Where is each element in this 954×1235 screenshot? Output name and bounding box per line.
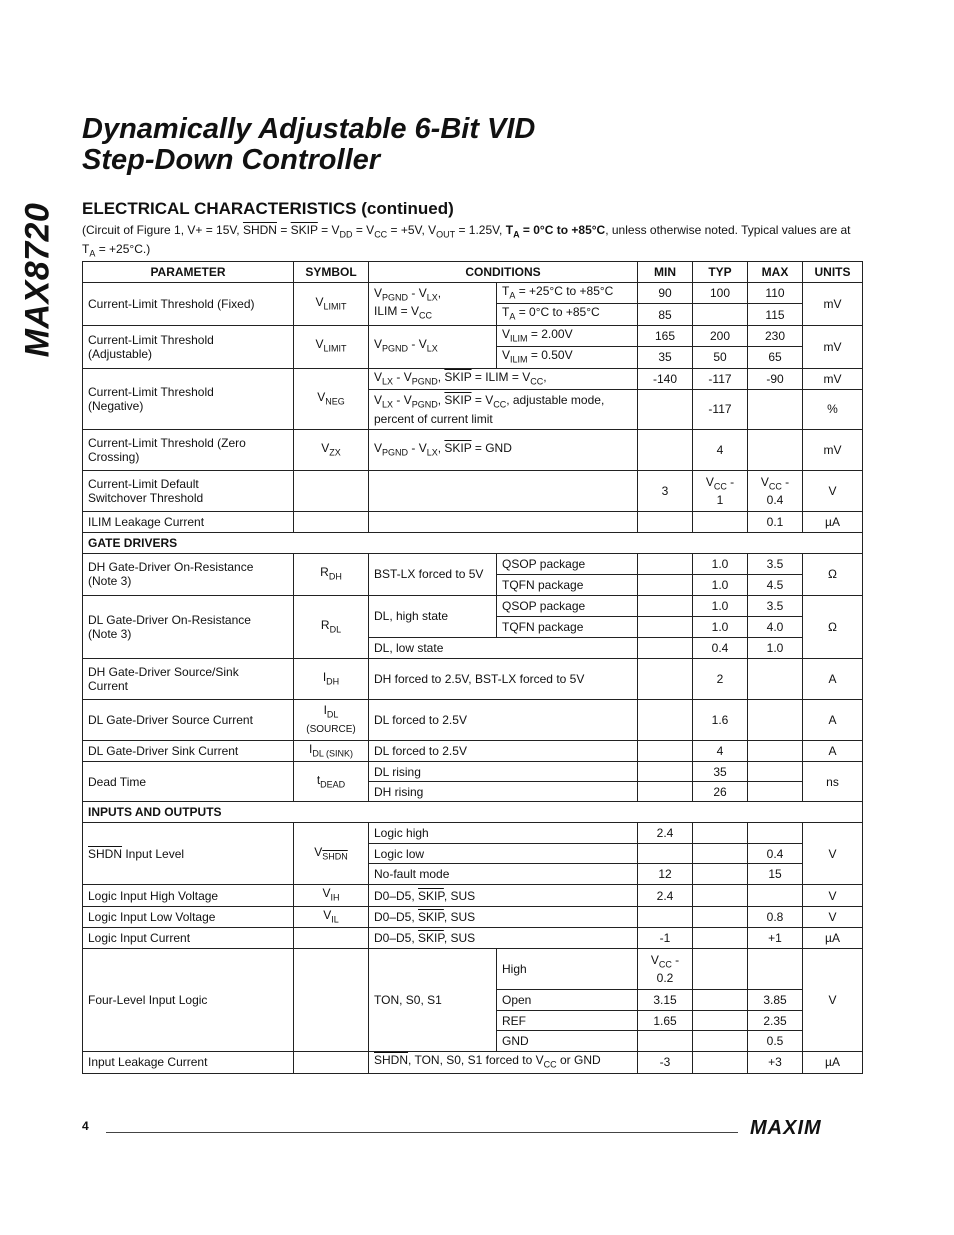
typ-cell: 35	[693, 762, 748, 782]
min-cell: 3	[638, 470, 693, 511]
typ-cell	[693, 990, 748, 1011]
max-cell: +1	[748, 928, 803, 949]
max-cell	[748, 429, 803, 470]
max-cell: 3.5	[748, 553, 803, 574]
header-parameter: PARAMETER	[83, 262, 294, 283]
typ-cell: 200	[693, 325, 748, 346]
symbol-cell: $V_{IH}$	[294, 885, 369, 906]
param-cell: Logic Input Current	[83, 928, 294, 949]
condition-cell: Logic low	[369, 844, 638, 864]
table-row	[83, 762, 863, 782]
typ-cell	[693, 1031, 748, 1052]
sub-condition-cell: REF	[497, 1011, 638, 1031]
typ-cell: 1.0	[693, 616, 748, 637]
param-cell: Current-Limit Threshold (Adjustable)	[83, 325, 294, 368]
symbol-cell: $R_{DL}$	[294, 595, 369, 658]
max-cell: 115	[748, 304, 803, 325]
condition-cell: D0–D5, SKIP, SUS	[369, 906, 638, 927]
table-row	[83, 699, 863, 740]
max-cell: 1.0	[748, 637, 803, 658]
typ-cell: -117	[693, 389, 748, 429]
min-cell	[638, 429, 693, 470]
typ-cell: 1.0	[693, 595, 748, 616]
max-cell	[748, 658, 803, 699]
symbol-cell: $V_{ZX}$	[294, 429, 369, 470]
condition-cell: D0–D5, SKIP, SUS	[369, 885, 638, 906]
page-number: 4	[82, 1119, 89, 1133]
condition-cell: TON, S0, S1	[369, 949, 497, 1052]
min-cell	[638, 906, 693, 927]
table-row	[83, 429, 863, 470]
max-cell: 0.4	[748, 844, 803, 864]
min-cell: -1	[638, 928, 693, 949]
max-cell	[748, 762, 803, 782]
sub-condition-cell: $T_A = +25^\circ C$ to +85°C	[497, 283, 638, 304]
condition-cell: $V_{PGND} - V_{LX}$	[369, 325, 497, 368]
symbol-cell: $I_{DH}$	[294, 658, 369, 699]
min-cell	[638, 389, 693, 429]
units-cell: mV	[803, 368, 863, 389]
units-cell: µA	[803, 511, 863, 532]
sidebar-part-number: MAX8720	[18, 202, 57, 358]
typ-cell	[693, 864, 748, 885]
max-cell: 0.1	[748, 511, 803, 532]
min-cell: 165	[638, 325, 693, 346]
sub-condition-cell: TQFN package	[497, 574, 638, 595]
typ-cell	[693, 304, 748, 325]
units-cell: V	[803, 949, 863, 1052]
symbol-cell	[294, 511, 369, 532]
units-cell: A	[803, 740, 863, 761]
typ-cell: 4	[693, 740, 748, 761]
min-cell: 2.4	[638, 885, 693, 906]
typ-cell	[693, 1011, 748, 1031]
min-cell	[638, 699, 693, 740]
max-cell: 230	[748, 325, 803, 346]
typ-cell: 2	[693, 658, 748, 699]
max-cell: 2.35	[748, 1011, 803, 1031]
typ-cell: 1.6	[693, 699, 748, 740]
electrical-characteristics-table	[82, 261, 863, 1074]
max-cell: 3.85	[748, 990, 803, 1011]
condition-cell: DL forced to 2.5V	[369, 740, 638, 761]
max-cell	[748, 389, 803, 429]
table-row	[83, 1052, 863, 1073]
sub-condition-cell: Open	[497, 990, 638, 1011]
typ-cell: 100	[693, 283, 748, 304]
max-cell	[748, 740, 803, 761]
max-cell: -90	[748, 368, 803, 389]
min-cell	[638, 616, 693, 637]
footer-divider	[106, 1132, 738, 1133]
param-cell: SHDN Input Level	[83, 823, 294, 885]
symbol-cell: $V_{NEG}$	[294, 368, 369, 429]
param-cell: DL Gate-Driver Sink Current	[83, 740, 294, 761]
condition-cell: BST-LX forced to 5V	[369, 553, 497, 595]
condition-cell: DH rising	[369, 782, 638, 802]
table-row	[83, 885, 863, 906]
header-conditions: CONDITIONS	[369, 262, 638, 283]
condition-cell: $V_{LX} - V_{PGND}$, SKIP = $V_{CC}$, adjustable mode, percent of current limit	[369, 389, 638, 429]
test-conditions-note: (Circuit of Figure 1, V+ = 15V, SHDN = SKIP = $V_{DD} = V_{CC} = +5V$, $V_{OUT} = 1.25V$, $T_A = 0^\circ C$ to +85°C, unless otherwise noted. Typical values are at $T_A = +25^\circ C$.)	[82, 223, 851, 259]
param-cell: Logic Input Low Voltage	[83, 906, 294, 927]
condition-cell: DH forced to 2.5V, BST-LX forced to 5V	[369, 658, 638, 699]
table-row	[83, 368, 863, 389]
typ-cell: 50	[693, 347, 748, 368]
typ-cell: 0.4	[693, 637, 748, 658]
table-row	[83, 740, 863, 761]
min-cell: 35	[638, 347, 693, 368]
condition-cell: DL forced to 2.5V	[369, 699, 638, 740]
param-cell: DH Gate-Driver On-Resistance (Note 3)	[83, 553, 294, 595]
min-cell: 12	[638, 864, 693, 885]
condition-cell: $V_{PGND} - V_{LX}$, SKIP = GND	[369, 429, 638, 470]
units-cell: Ω	[803, 595, 863, 658]
max-cell	[748, 699, 803, 740]
units-cell: V	[803, 906, 863, 927]
typ-cell: 4	[693, 429, 748, 470]
units-cell: A	[803, 658, 863, 699]
param-cell: DH Gate-Driver Source/Sink Current	[83, 658, 294, 699]
symbol-cell: $V_{LIMIT}$	[294, 283, 369, 326]
min-cell: -140	[638, 368, 693, 389]
max-cell: 65	[748, 347, 803, 368]
min-cell: 1.65	[638, 1011, 693, 1031]
max-cell: 4.0	[748, 616, 803, 637]
typ-cell	[693, 844, 748, 864]
typ-cell: 26	[693, 782, 748, 802]
min-cell	[638, 511, 693, 532]
condition-cell: $V_{LX} - V_{PGND}$, SKIP = ILIM = $V_{CC}$,	[369, 368, 638, 389]
symbol-cell: $I_{DL (SINK)}$	[294, 740, 369, 761]
max-cell: 15	[748, 864, 803, 885]
condition-cell: D0–D5, SKIP, SUS	[369, 928, 638, 949]
units-cell: ns	[803, 762, 863, 802]
units-cell: µA	[803, 928, 863, 949]
section-row-gate-drivers: GATE DRIVERS	[83, 532, 863, 553]
param-cell: Input Leakage Current	[83, 1052, 294, 1073]
units-cell: Ω	[803, 553, 863, 595]
units-cell: V	[803, 885, 863, 906]
typ-cell	[693, 906, 748, 927]
symbol-cell: $V_{LIMIT}$	[294, 325, 369, 368]
max-cell: 0.8	[748, 906, 803, 927]
header-min: MIN	[638, 262, 693, 283]
param-cell: Four-Level Input Logic	[83, 949, 294, 1052]
condition-cell: No-fault mode	[369, 864, 638, 885]
max-cell: 110	[748, 283, 803, 304]
symbol-cell: $I_{DL}$ (SOURCE)	[294, 699, 369, 740]
min-cell: 3.15	[638, 990, 693, 1011]
title-line-2: Step-Down Controller	[82, 144, 381, 176]
table-row	[83, 658, 863, 699]
param-cell: Current-Limit Default Switchover Threshold	[83, 470, 294, 511]
condition-cell: DL rising	[369, 762, 638, 782]
table-row	[83, 283, 863, 304]
symbol-cell	[294, 470, 369, 511]
condition-cell: DL, low state	[369, 637, 638, 658]
table-header-row	[83, 262, 863, 283]
table-row	[83, 553, 863, 574]
max-cell	[748, 885, 803, 906]
typ-cell	[693, 928, 748, 949]
symbol-cell: $R_{DH}$	[294, 553, 369, 595]
param-cell: DL Gate-Driver Source Current	[83, 699, 294, 740]
param-cell: Dead Time	[83, 762, 294, 802]
typ-cell: $V_{CC}$ - 1	[693, 470, 748, 511]
typ-cell	[693, 949, 748, 990]
sub-condition-cell: TQFN package	[497, 616, 638, 637]
sub-condition-cell: $T_A = 0^\circ C$ to +85°C	[497, 304, 638, 325]
max-cell: 0.5	[748, 1031, 803, 1052]
units-cell: mV	[803, 429, 863, 470]
units-cell: mV	[803, 283, 863, 326]
param-cell: Current-Limit Threshold (Negative)	[83, 368, 294, 429]
condition-cell: Logic high	[369, 823, 638, 844]
condition-cell	[369, 511, 638, 532]
table-row	[83, 595, 863, 616]
min-cell	[638, 637, 693, 658]
min-cell: -3	[638, 1052, 693, 1073]
param-cell: DL Gate-Driver On-Resistance (Note 3)	[83, 595, 294, 658]
table-row	[83, 949, 863, 990]
min-cell: 85	[638, 304, 693, 325]
table-row	[83, 823, 863, 844]
min-cell	[638, 574, 693, 595]
min-cell	[638, 740, 693, 761]
units-cell: µA	[803, 1052, 863, 1073]
typ-cell: 1.0	[693, 553, 748, 574]
typ-cell	[693, 1052, 748, 1073]
min-cell: 90	[638, 283, 693, 304]
min-cell	[638, 782, 693, 802]
param-cell: ILIM Leakage Current	[83, 511, 294, 532]
table-row	[83, 906, 863, 927]
units-cell: mV	[803, 325, 863, 368]
units-cell: V	[803, 823, 863, 885]
condition-cell: DL, high state	[369, 595, 497, 637]
max-cell	[748, 823, 803, 844]
max-cell	[748, 782, 803, 802]
typ-cell	[693, 511, 748, 532]
min-cell: 2.4	[638, 823, 693, 844]
symbol-cell: $t_{DEAD}$	[294, 762, 369, 802]
min-cell	[638, 658, 693, 699]
max-cell	[748, 949, 803, 990]
sub-condition-cell: $V_{ILIM} = 0.50V$	[497, 347, 638, 368]
typ-cell: -117	[693, 368, 748, 389]
min-cell	[638, 595, 693, 616]
brand-logo: MAXIM	[750, 1117, 822, 1139]
table-row	[83, 470, 863, 511]
symbol-cell	[294, 928, 369, 949]
units-cell: A	[803, 699, 863, 740]
param-cell: Current-Limit Threshold (Zero Crossing)	[83, 429, 294, 470]
max-cell: $V_{CC}$ - 0.4	[748, 470, 803, 511]
typ-cell	[693, 823, 748, 844]
min-cell	[638, 762, 693, 782]
min-cell	[638, 1031, 693, 1052]
min-cell	[638, 844, 693, 864]
max-cell: 3.5	[748, 595, 803, 616]
sub-condition-cell: QSOP package	[497, 553, 638, 574]
symbol-cell	[294, 949, 369, 1052]
typ-cell	[693, 885, 748, 906]
symbol-cell: $V_{SHDN}$	[294, 823, 369, 885]
typ-cell: 1.0	[693, 574, 748, 595]
header-typ: TYP	[693, 262, 748, 283]
units-cell: V	[803, 470, 863, 511]
condition-cell	[369, 470, 638, 511]
sub-condition-cell: $V_{ILIM} = 2.00V$	[497, 325, 638, 346]
section-row-inputs-outputs: INPUTS AND OUTPUTS	[83, 802, 863, 823]
min-cell: $V_{CC}$ - 0.2	[638, 949, 693, 990]
table-row	[83, 511, 863, 532]
sub-condition-cell: High	[497, 949, 638, 990]
condition-cell: SHDN, TON, S0, S1 forced to $V_{CC}$ or GND	[369, 1052, 638, 1073]
page-title	[82, 114, 535, 176]
sub-condition-cell: QSOP package	[497, 595, 638, 616]
header-units: UNITS	[803, 262, 863, 283]
header-symbol: SYMBOL	[294, 262, 369, 283]
condition-cell: $V_{PGND} - V_{LX}$, ILIM = $V_{CC}$	[369, 283, 497, 326]
units-cell: %	[803, 389, 863, 429]
title-line-1: Dynamically Adjustable 6-Bit VID	[82, 113, 536, 145]
symbol-cell	[294, 1052, 369, 1073]
max-cell: 4.5	[748, 574, 803, 595]
min-cell	[638, 553, 693, 574]
param-cell: Current-Limit Threshold (Fixed)	[83, 283, 294, 326]
table-row	[83, 325, 863, 346]
table-row	[83, 928, 863, 949]
sub-condition-cell: GND	[497, 1031, 638, 1052]
symbol-cell: $V_{IL}$	[294, 906, 369, 927]
header-max: MAX	[748, 262, 803, 283]
max-cell: +3	[748, 1052, 803, 1073]
param-cell: Logic Input High Voltage	[83, 885, 294, 906]
section-heading: ELECTRICAL CHARACTERISTICS (continued)	[82, 199, 454, 218]
